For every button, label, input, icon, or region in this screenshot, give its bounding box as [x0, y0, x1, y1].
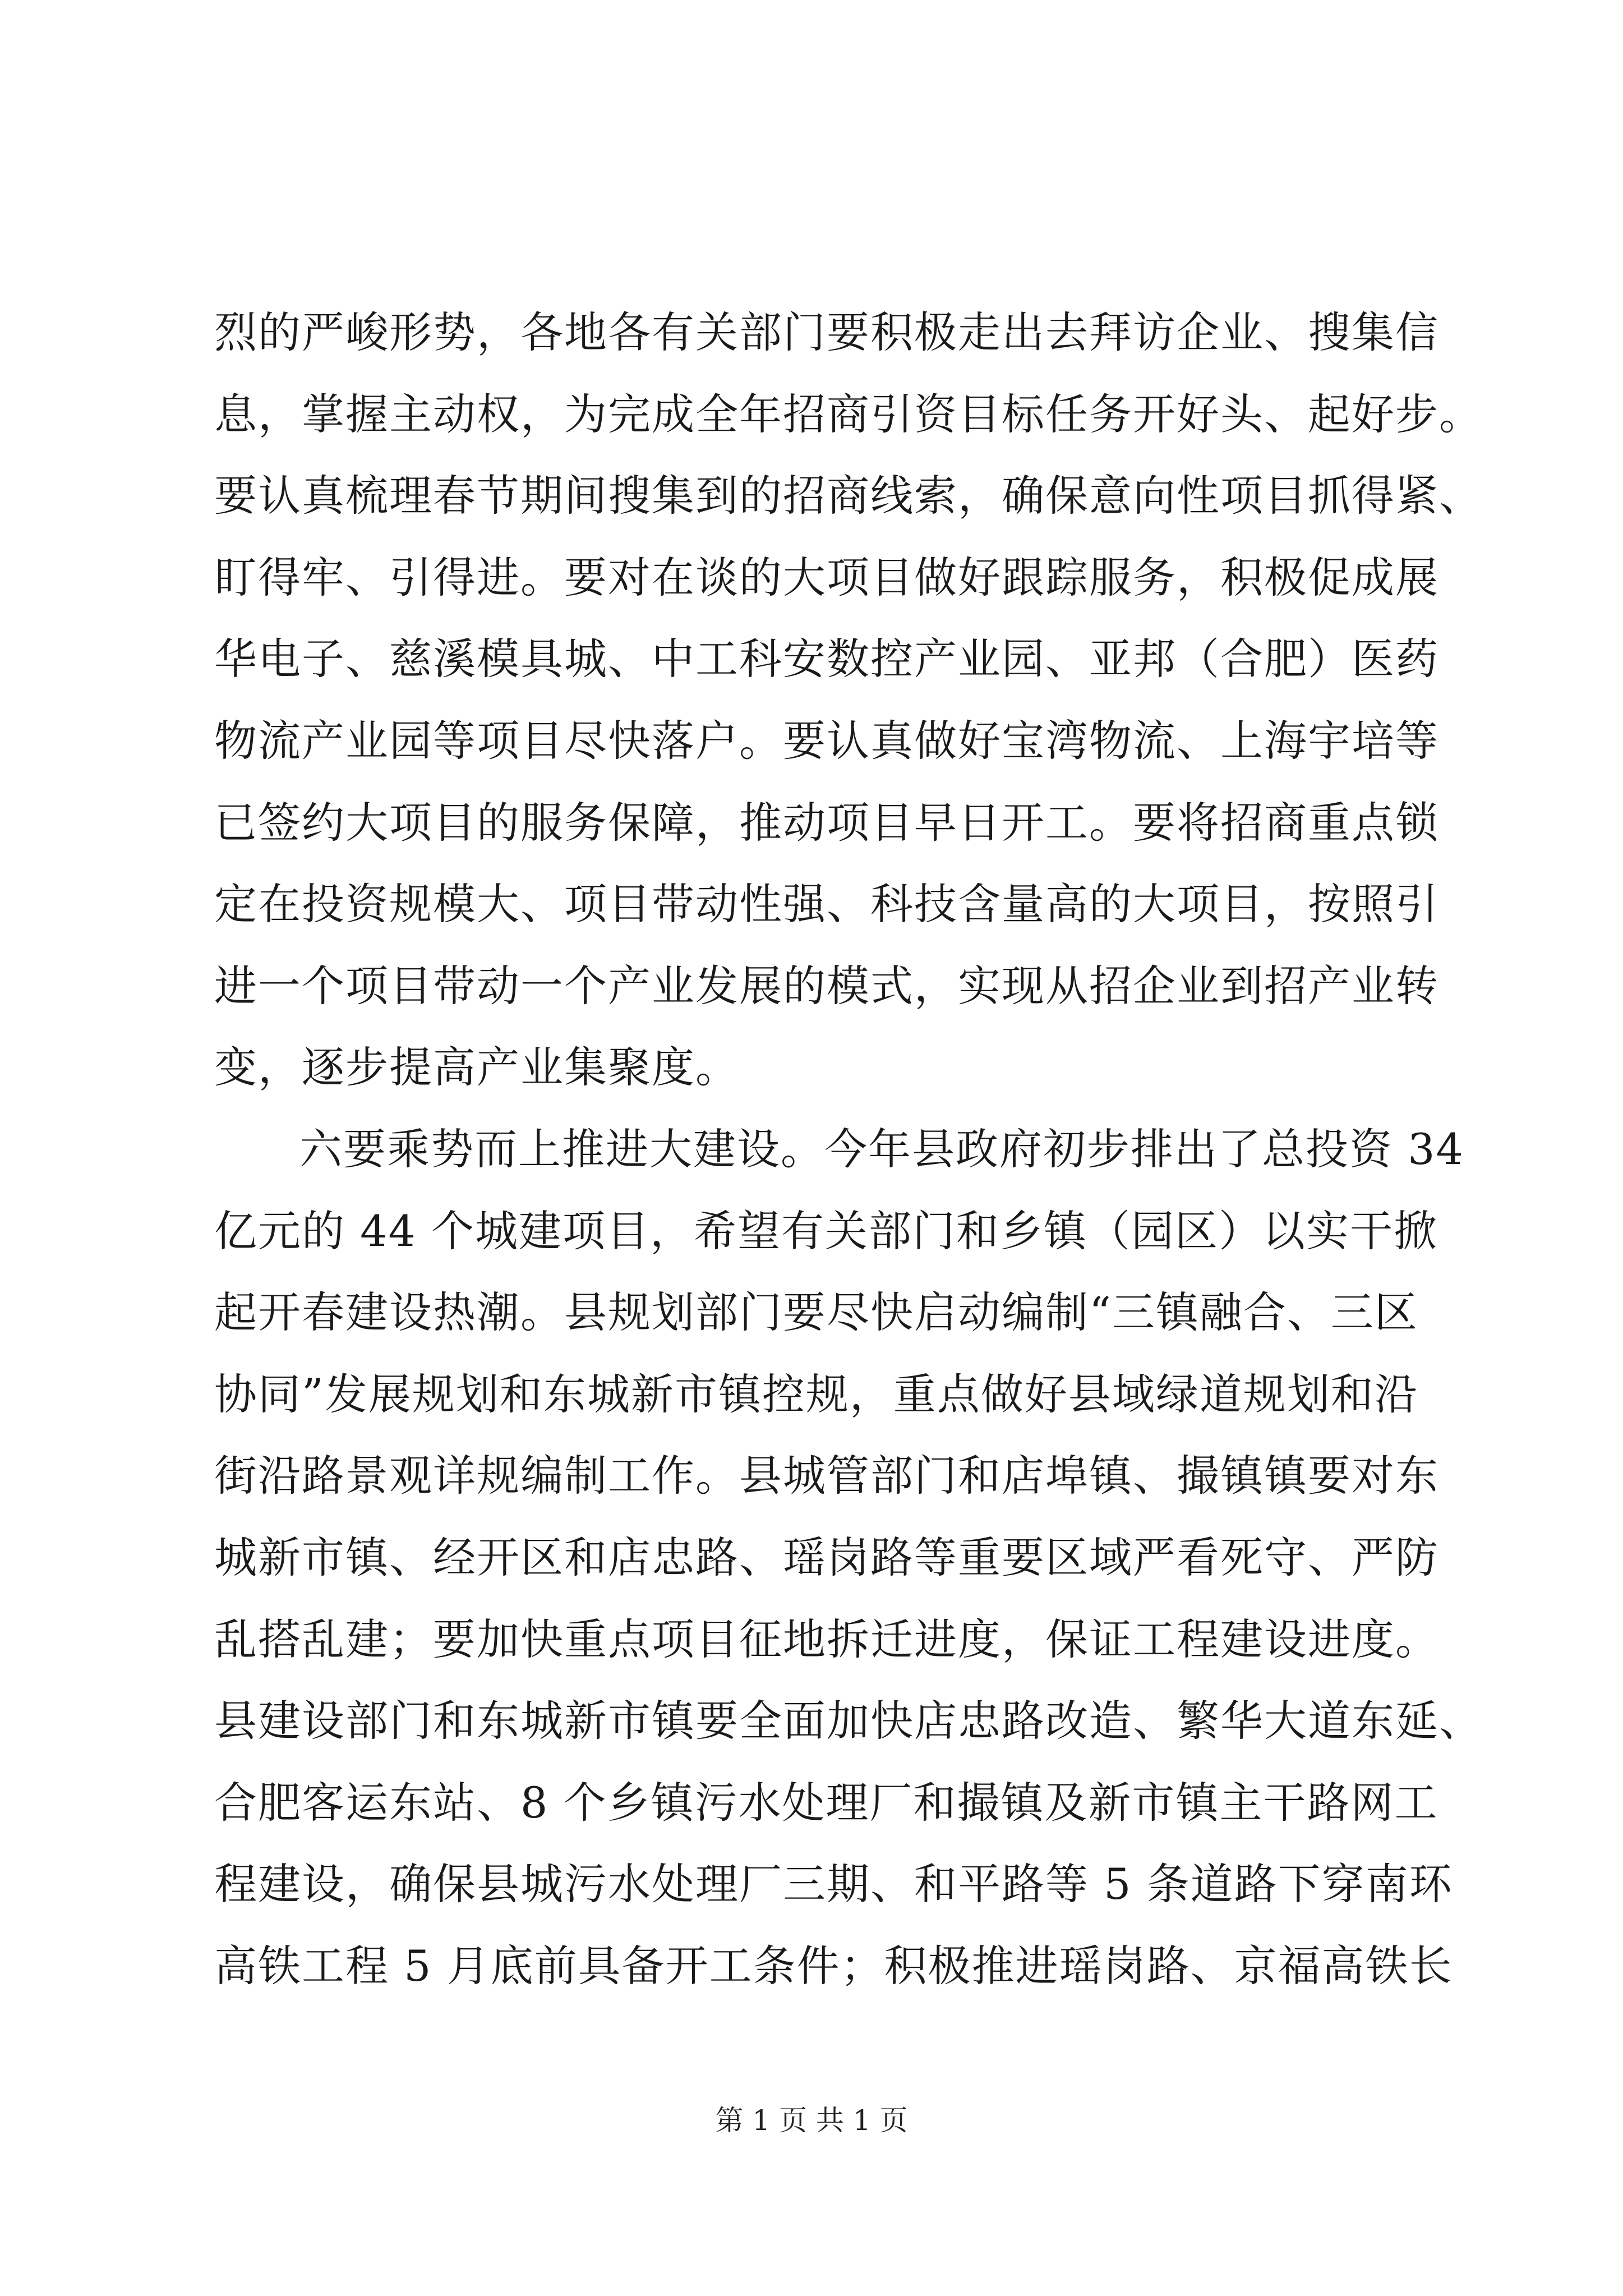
paragraph-start-line: 六要乘势而上推进大建设。今年县政府初步排出了总投资 34 — [299, 1124, 1464, 1174]
text-line: 乱搭乱建；要加快重点项目征地拆迁进度，保证工程建设进度。 — [214, 1614, 1439, 1664]
page-footer — [0, 2098, 1623, 2138]
text-line: 县建设部门和东城新市镇要全面加快店忠路改造、繁华大道东延、 — [214, 1696, 1483, 1746]
text-line: 烈的严峻形势，各地各有关部门要积极走出去拜访企业、搜集信 — [214, 307, 1439, 357]
text-line: 盯得牢、引得进。要对在谈的大项目做好跟踪服务，积极促成展 — [214, 552, 1439, 602]
text-line: 息，掌握主动权，为完成全年招商引资目标任务开好头、起好步。 — [214, 389, 1483, 439]
text-line: 已签约大项目的服务保障，推动项目早日开工。要将招商重点锁 — [214, 797, 1439, 848]
text-line: 物流产业园等项目尽快落户。要认真做好宝湾物流、上海宇培等 — [214, 715, 1439, 766]
text-line: 程建设，确保县城污水处理厂三期、和平路等 5 条道路下穿南环 — [214, 1859, 1453, 1910]
text-line: 城新市镇、经开区和店忠路、瑶岗路等重要区域严看死守、严防 — [214, 1532, 1439, 1582]
text-line: 要认真梳理春节期间搜集到的招商线索，确保意向性项目抓得紧、 — [214, 471, 1483, 521]
text-line: 华电子、慈溪模具城、中工科安数控产业园、亚邦（合肥）医药 — [214, 634, 1439, 684]
text-line: 起开春建设热潮。县规划部门要尽快启动编制“三镇融合、三区 — [214, 1287, 1418, 1338]
text-line: 定在投资规模大、项目带动性强、科技含量高的大项目，按照引 — [214, 879, 1439, 930]
page-number-label: 第 1 页 共 1 页 — [715, 2104, 908, 2137]
text-line: 亿元的 44 个城建项目，希望有关部门和乡镇（园区）以实干掀 — [214, 1205, 1438, 1256]
text-line: 高铁工程 5 月底前具备开工条件；积极推进瑶岗路、京福高铁长 — [214, 1940, 1453, 1991]
text-line: 变，逐步提高产业集聚度。 — [214, 1042, 739, 1093]
body-text — [214, 292, 1487, 2007]
text-line: 合肥客运东站、8 个乡镇污水处理厂和撮镇及新市镇主干路网工 — [214, 1777, 1438, 1828]
text-line: 协同”发展规划和东城新市镇控规，重点做好县域绿道规划和沿 — [214, 1369, 1418, 1419]
text-line: 街沿路景观详规编制工作。县城管部门和店埠镇、撮镇镇要对东 — [214, 1451, 1439, 1501]
text-line: 进一个项目带动一个产业发展的模式，实现从招企业到招产业转 — [214, 960, 1439, 1011]
